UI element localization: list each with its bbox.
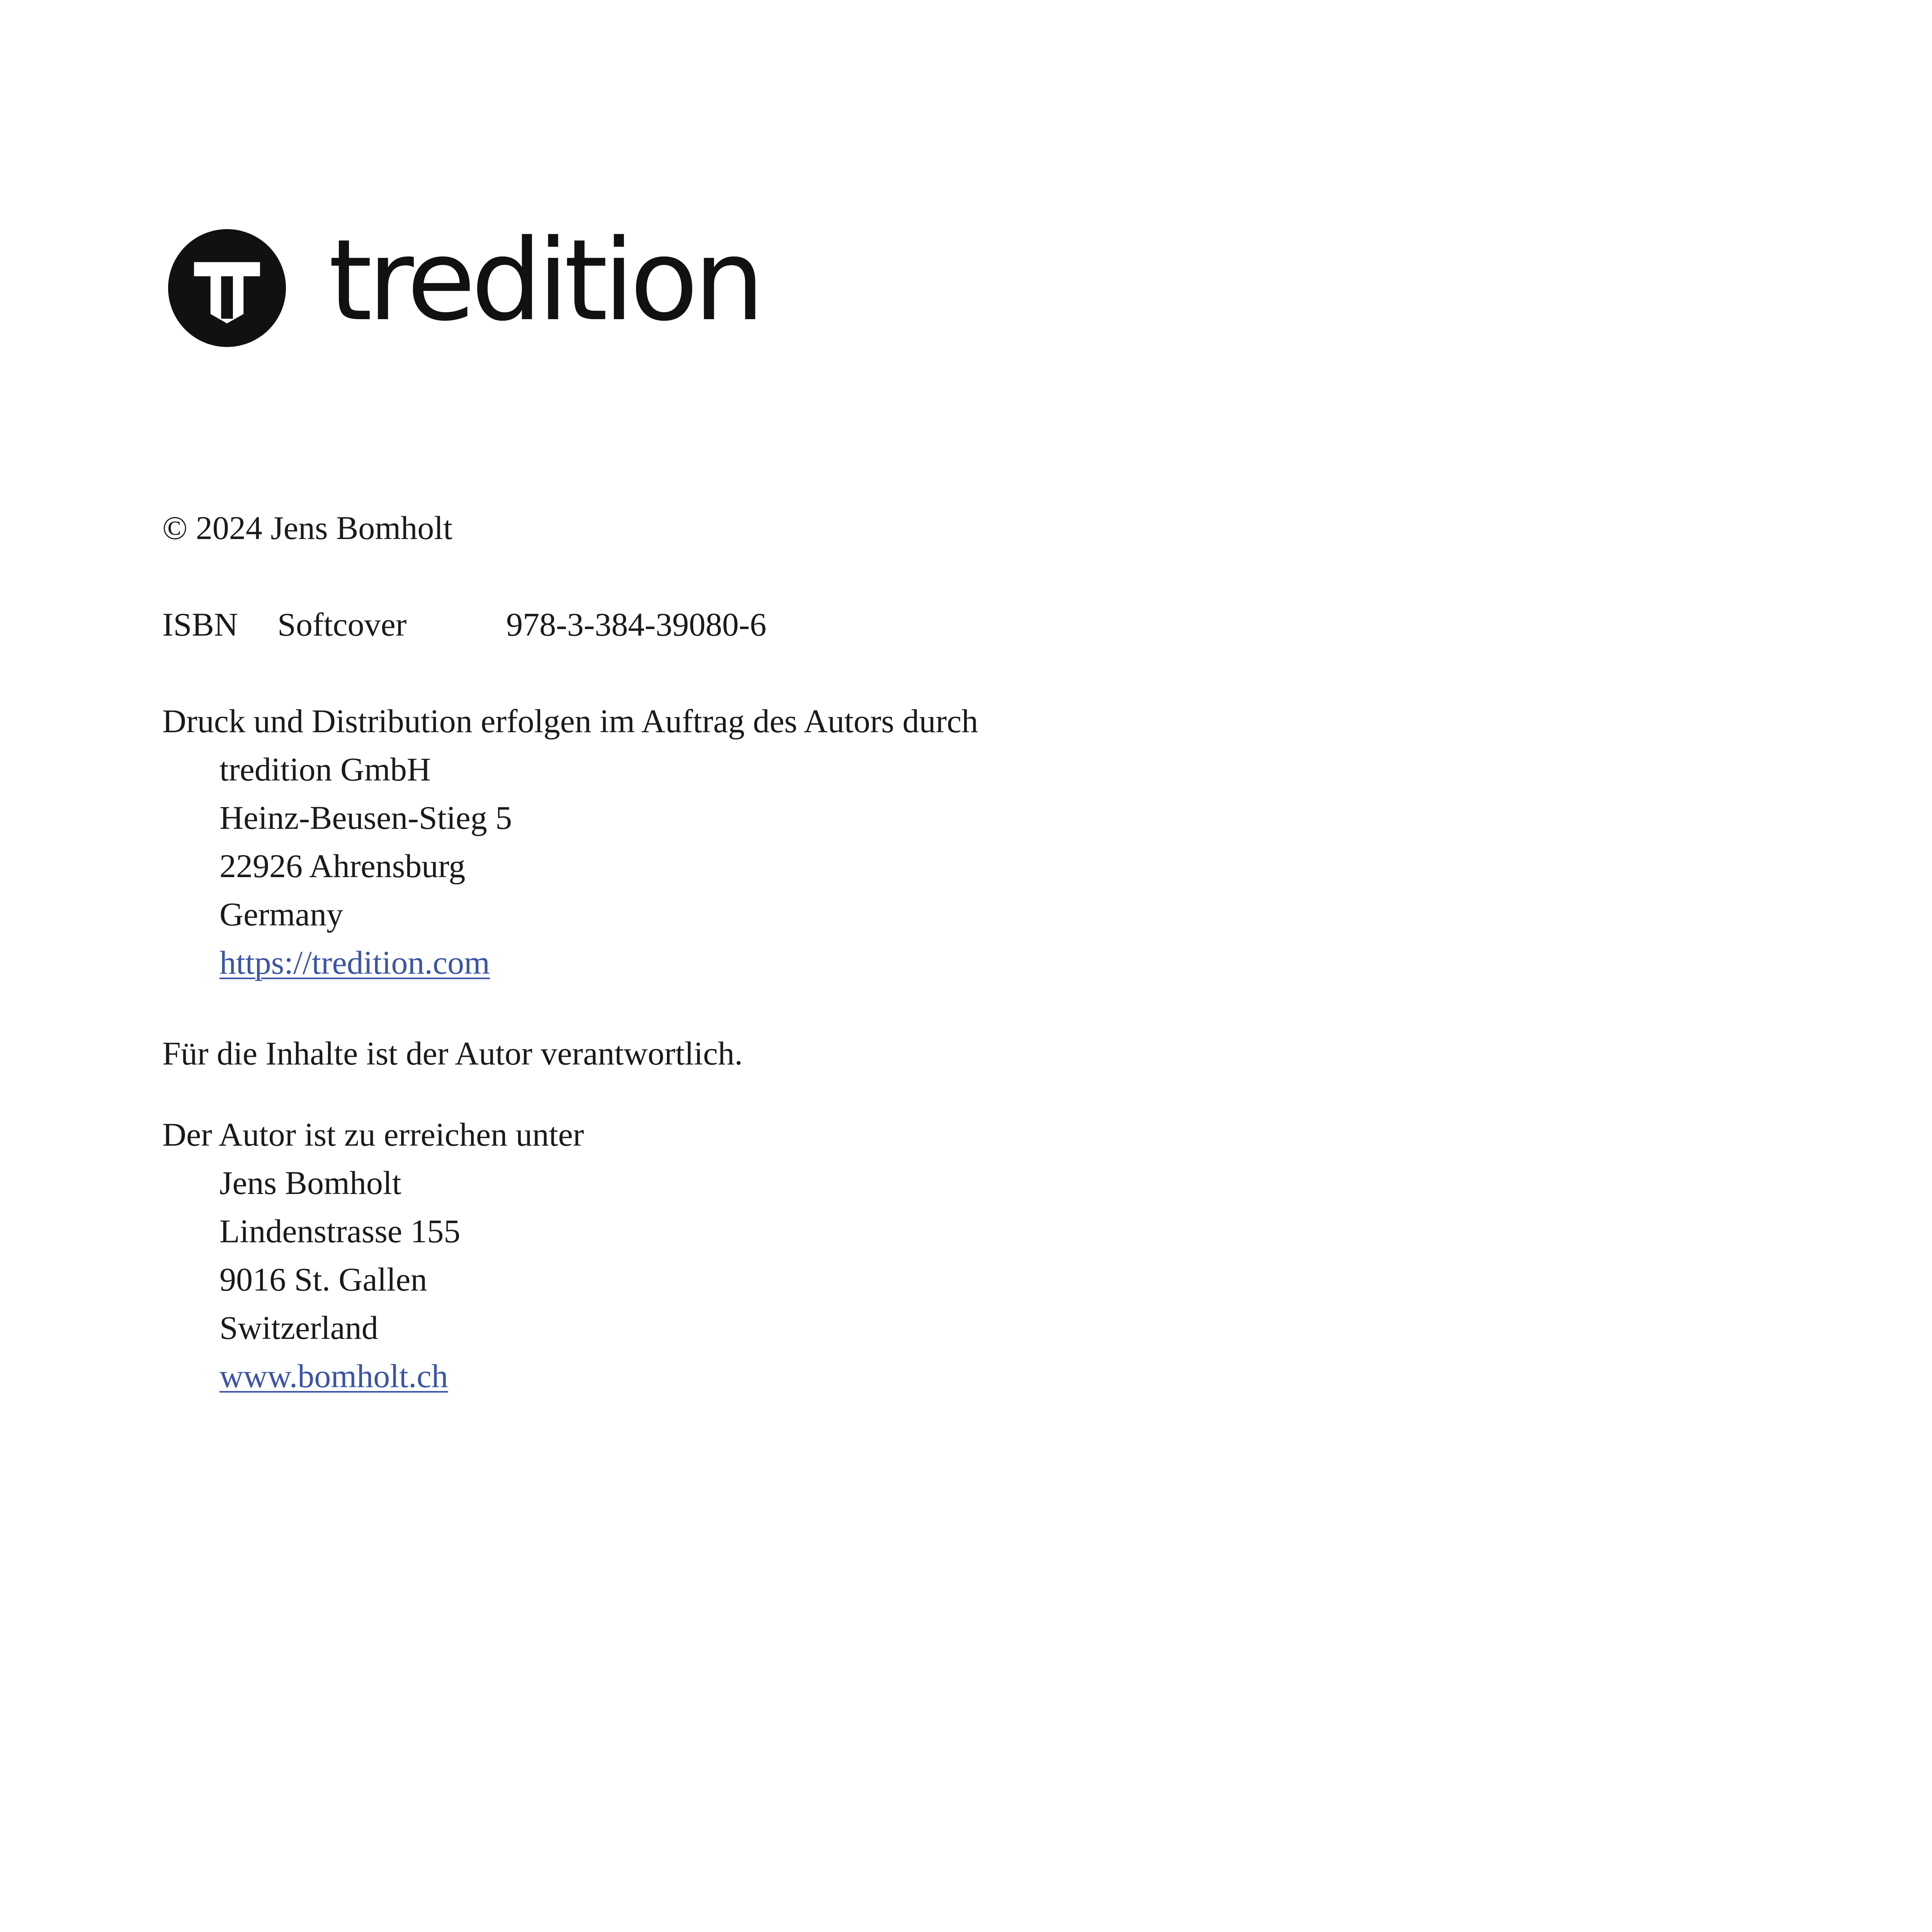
- responsibility-note: Für die Inhalte ist der Autor verantwortlich.: [162, 1035, 743, 1072]
- distribution-country: Germany: [219, 896, 343, 933]
- author-name: Jens Bomholt: [219, 1164, 401, 1201]
- isbn-format: Softcover: [277, 606, 407, 643]
- isbn-number: 978-3-384-39080-6: [506, 606, 767, 643]
- author-city: 9016 St. Gallen: [219, 1261, 427, 1298]
- isbn-label: ISBN: [162, 606, 238, 643]
- tredition-website-link[interactable]: https://tredition.com: [219, 944, 490, 981]
- author-street: Lindenstrasse 155: [219, 1213, 461, 1250]
- tredition-logo: [168, 216, 760, 348]
- author-country: Switzerland: [219, 1309, 378, 1346]
- author-website-link[interactable]: www.bomholt.ch: [219, 1357, 448, 1395]
- distribution-city: 22926 Ahrensburg: [219, 847, 466, 884]
- copyright-line: © 2024 Jens Bomholt: [162, 509, 452, 546]
- logo-wordmark: tredition: [328, 216, 760, 346]
- tredition-logo-icon: [168, 229, 286, 347]
- distribution-company: tredition GmbH: [219, 751, 431, 788]
- author-contact-intro: Der Autor ist zu erreichen unter: [162, 1116, 584, 1153]
- distribution-street: Heinz-Beusen-Stieg 5: [219, 799, 512, 836]
- distribution-intro: Druck und Distribution erfolgen im Auftrag des Autors durch: [162, 702, 978, 740]
